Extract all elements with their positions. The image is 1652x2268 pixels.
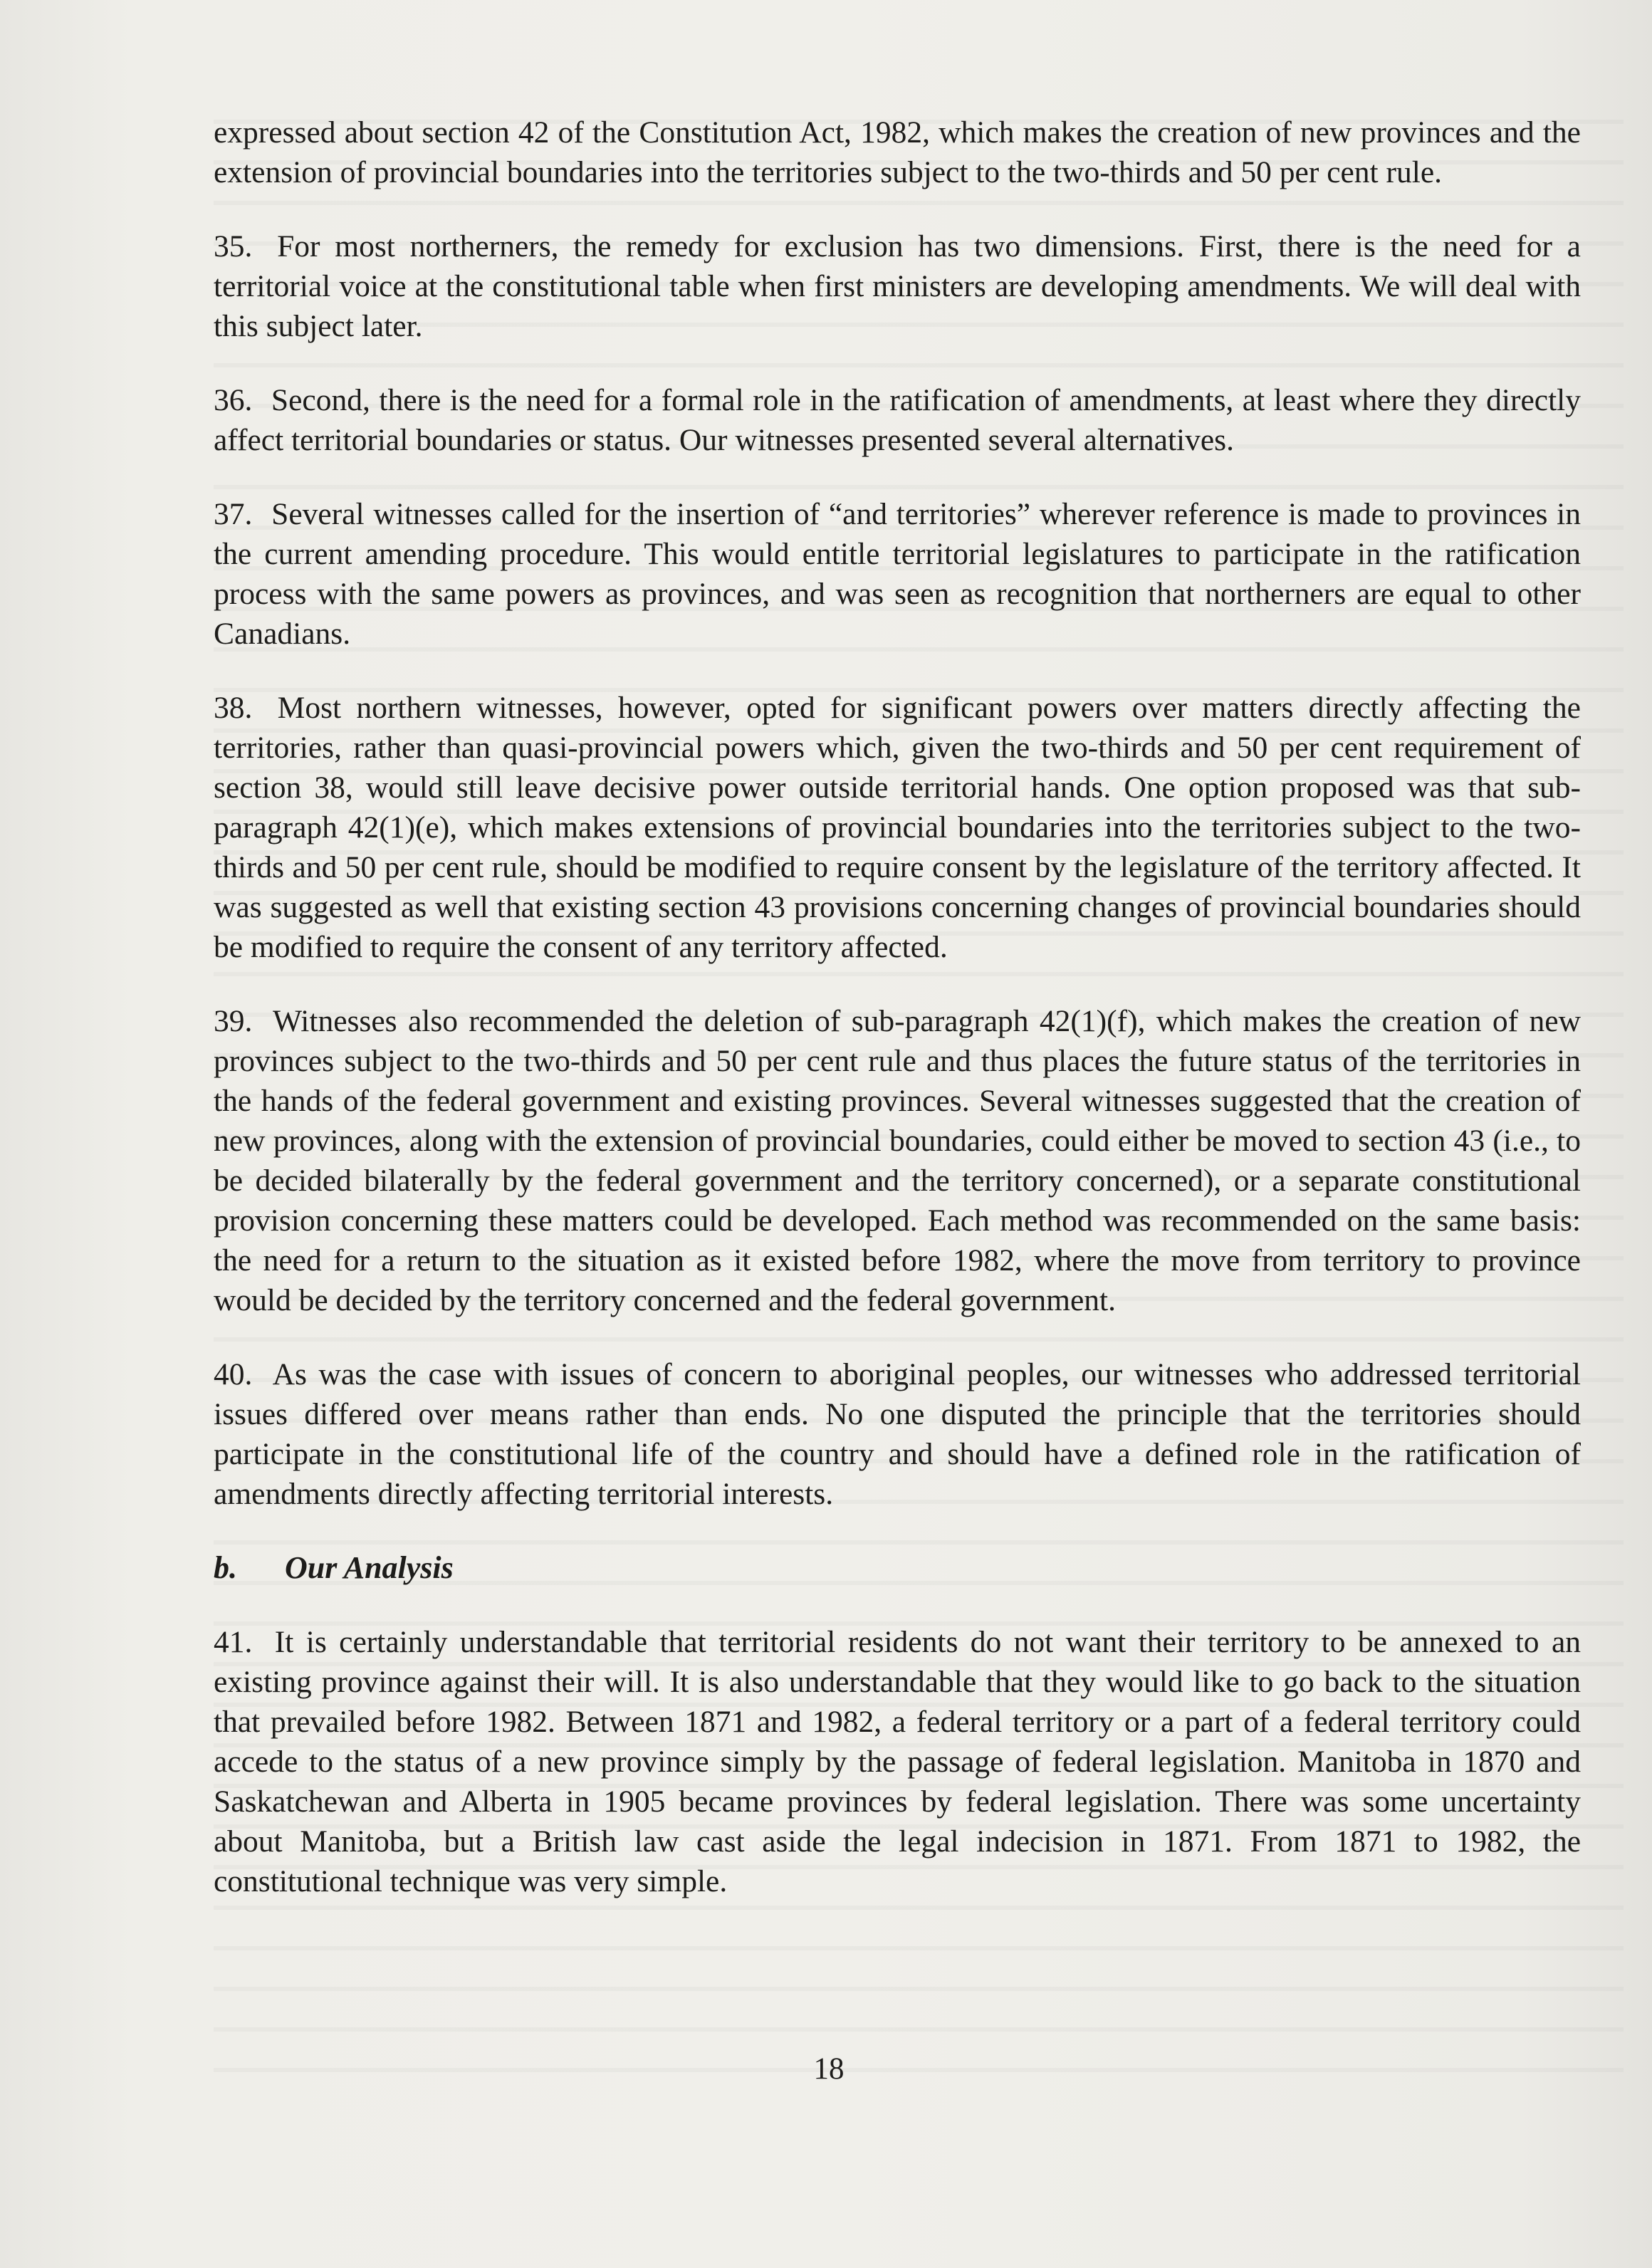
paragraph-text: Several witnesses called for the insertion of “and territories” wherever reference is made to provinces in the current amending procedure. This would entitle territorial legislatures to participate in the ratification process with the same powers as provinces, and was seen as recognition that northerners are equal to other Canadians.: [214, 497, 1581, 651]
paragraph-37: [214, 494, 1581, 654]
section-heading-title: Our Analysis: [285, 1550, 454, 1585]
paragraph-36: [214, 380, 1581, 460]
paragraph-41: [214, 1622, 1581, 1901]
paragraph-text: It is certainly understandable that territorial residents do not want their territory to be annexed to an existing province against their will. It is also understandable that they would like to go back to the situation that prevailed before 1982. Between 1871 and 1982, a federal territory or a part of a federal territory could accede to the status of a new province simply by the passage of federal legislation. Manitoba in 1870 and Saskatchewan and Alberta in 1905 became provinces by federal legislation. There was some uncertainty about Manitoba, but a British law cast aside the legal indecision in 1871. From 1871 to 1982, the constitutional technique was very simple.: [214, 1625, 1581, 1898]
paragraph-number: 36.: [214, 383, 253, 417]
paragraph-text: expressed about section 42 of the Constitution Act, 1982, which makes the creation of new provinces and the extension of provincial boundaries into the territories subject to the two-thirds and 50 per cent rule.: [214, 115, 1581, 189]
paragraph-text: Second, there is the need for a formal role in the ratification of amendments, at least where they directly affect territorial boundaries or status. Our witnesses presented several alternatives.: [214, 383, 1581, 457]
paragraph-number: 40.: [214, 1357, 253, 1391]
paragraph-text: As was the case with issues of concern to aboriginal peoples, our witnesses who addressed territorial issues differed over means rather than ends. No one disputed the principle that the territories should participate in the constitutional life of the country and should have a defined role in the ratification of amendments directly affecting territorial interests.: [214, 1357, 1581, 1511]
section-heading: [214, 1548, 1581, 1588]
paragraph-text: Most northern witnesses, however, opted for significant powers over matters directly affecting the territories, rather than quasi-provincial powers which, given the two-thirds and 50 per cent requirement of section 38, would still leave decisive power outside territorial hands. One option proposed was that sub-paragraph 42(1)(e), which makes extensions of provincial boundaries into the territories subject to the two-thirds and 50 per cent rule, should be modified to require consent by the legislature of the territory affected. It was suggested as well that existing section 43 provisions concerning changes of provincial boundaries should be modified to require the consent of any territory affected.: [214, 691, 1581, 964]
paragraph-text: For most northerners, the remedy for exclusion has two dimensions. First, there is the need for a territorial voice at the constitutional table when first ministers are developing amendments. We will deal with this subject later.: [214, 229, 1581, 343]
section-heading-letter: b.: [214, 1550, 237, 1585]
paragraph-35: [214, 226, 1581, 346]
paragraph-number: 39.: [214, 1004, 253, 1038]
paragraph-text: Witnesses also recommended the deletion of sub-paragraph 42(1)(f), which makes the creation of new provinces subject to the two-thirds and 50 per cent rule and thus places the future status of the territories in the hands of the federal government and existing provinces. Several witnesses suggested that the creation of new provinces, along with the extension of provincial boundaries, could either be moved to section 43 (i.e., to be decided bilaterally by the federal government and the territory concerned), or a separate constitutional provision concerning these matters could be developed. Each method was recommended on the same basis: the need for a return to the situation as it existed before 1982, where the move from territory to province would be decided by the territory concerned and the federal government.: [214, 1004, 1581, 1317]
paragraph-38: [214, 688, 1581, 967]
paragraph-number: 35.: [214, 229, 253, 263]
paragraph-39: [214, 1001, 1581, 1320]
paragraph-number: 41.: [214, 1625, 253, 1659]
paragraph-continued: [214, 113, 1581, 192]
paragraph-40: [214, 1354, 1581, 1514]
page-body: [214, 113, 1581, 1935]
paragraph-number: 38.: [214, 691, 253, 725]
page-number: 18: [813, 2052, 845, 2086]
paragraph-number: 37.: [214, 497, 253, 531]
